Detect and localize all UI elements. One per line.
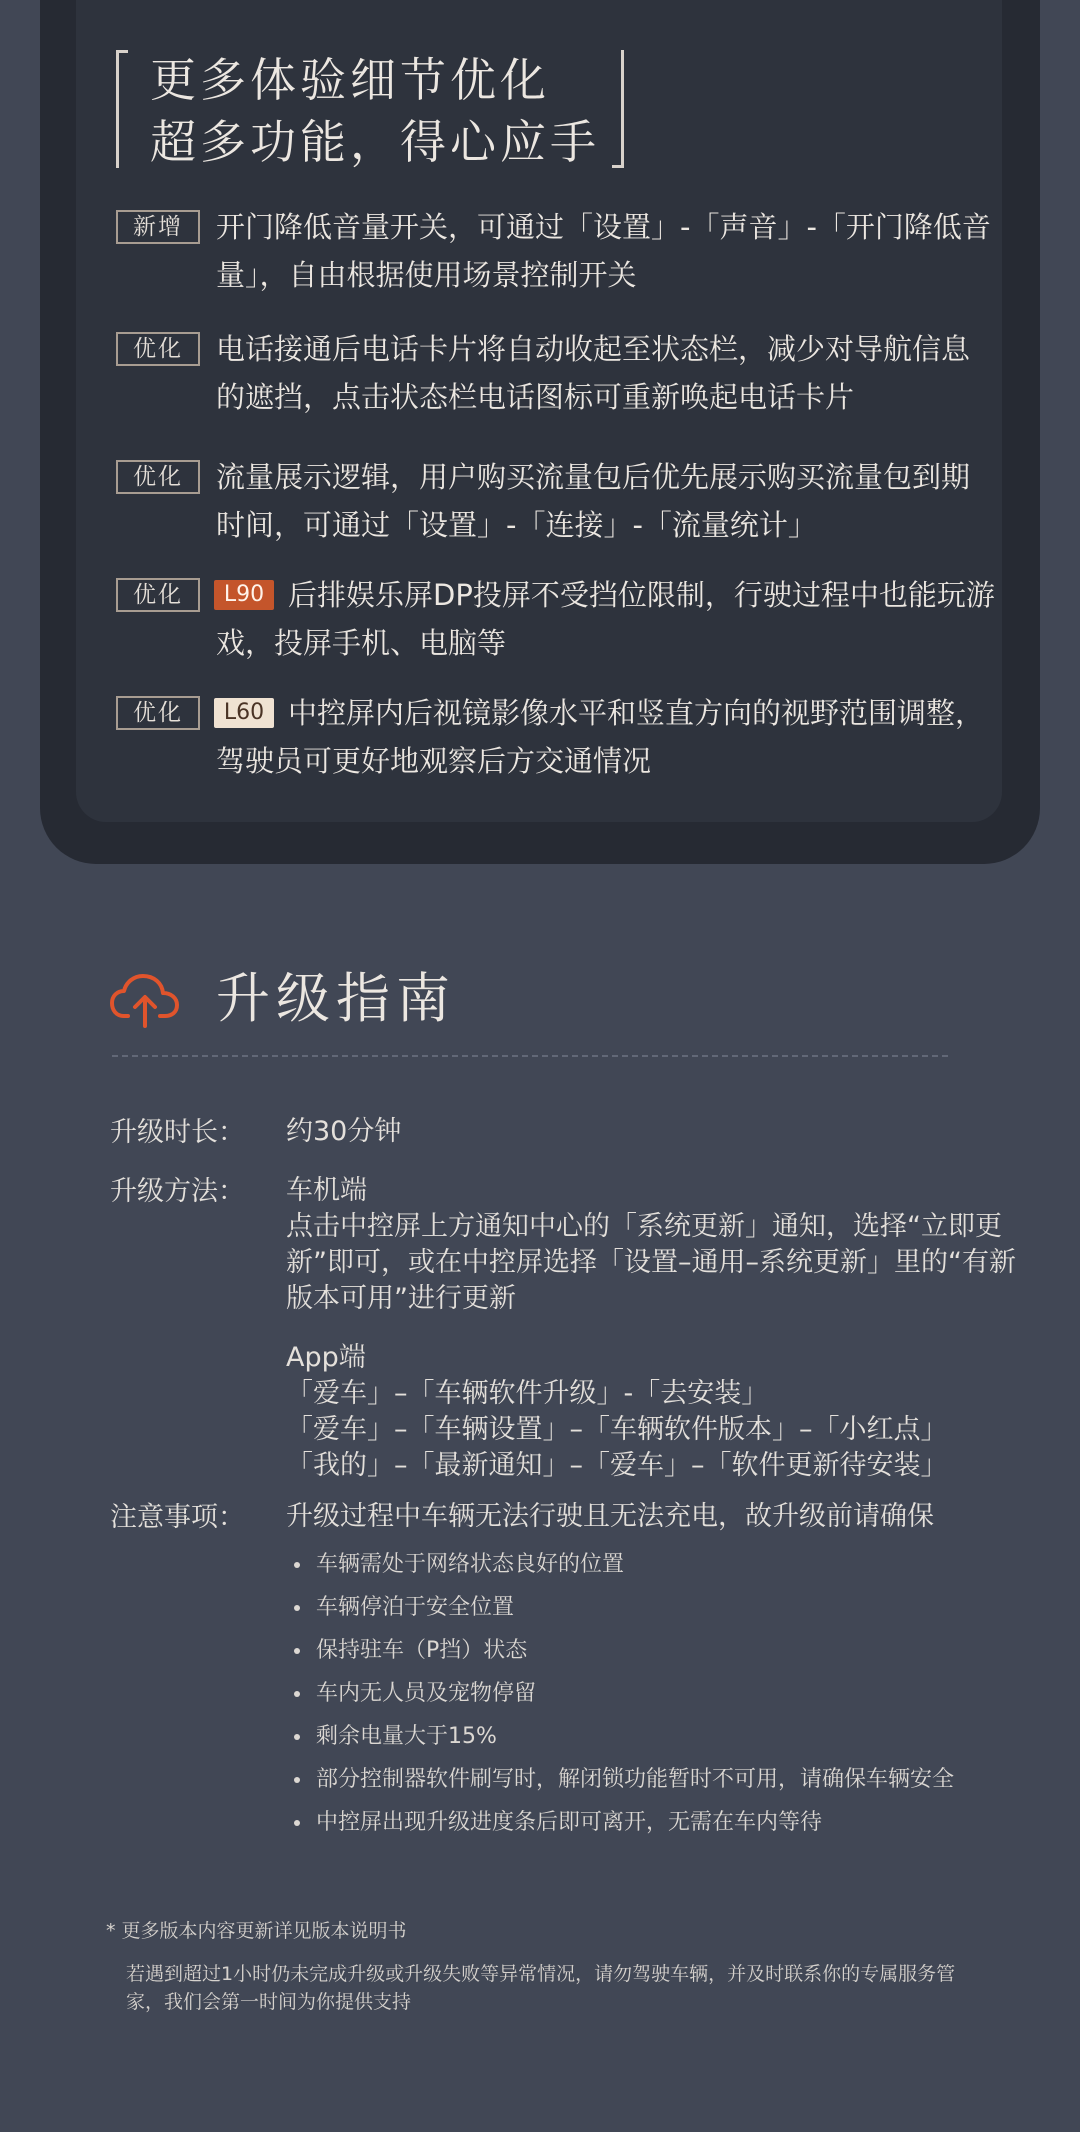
notes-list (290, 1550, 990, 1851)
list-item: 剩余电量大于15% (290, 1722, 990, 1752)
list-item: 车内无人员及宠物停留 (290, 1679, 990, 1709)
model-badge-l60: L60 (214, 698, 274, 728)
list-item: 中控屏出现升级进度条后即可离开，无需在车内等待 (290, 1808, 990, 1838)
feature-tag: 优化 (116, 332, 200, 366)
duration-label: 升级时长： (110, 1117, 245, 1148)
divider (112, 1055, 948, 1057)
notes-label: 注意事项： (110, 1502, 245, 1533)
footnote-version: * 更多版本内容更新详见版本说明书 (106, 1920, 407, 1942)
app-line: 「爱车」–「车辆设置」–「车辆软件版本」–「小红点」 (286, 1414, 948, 1445)
app-line: 「我的」–「最新通知」–「爱车」–「软件更新待安装」 (286, 1450, 948, 1481)
car-text: 点击中控屏上方通知中心的「系统更新」通知，选择“立即更新”即可，或在中控屏选择「设置–通用–系统更新」里的“有新版本可用”进行更新 (286, 1211, 1016, 1314)
duration-value: 约30分钟 (286, 1116, 402, 1147)
bracket-bottom-right (612, 50, 624, 168)
list-item: 部分控制器软件刷写时，解闭锁功能暂时不可用，请确保车辆安全 (290, 1765, 990, 1795)
method-car (286, 1173, 1026, 1317)
car-title: 车机端 (286, 1175, 367, 1206)
bracket-top-left (116, 50, 128, 168)
headline-line-2: 超多功能，得心应手 (150, 115, 600, 169)
method-label: 升级方法： (110, 1176, 245, 1207)
model-badge-l90: L90 (214, 580, 274, 610)
feature-tag: 优化 (116, 578, 200, 612)
feature-tag: 优化 (116, 460, 200, 494)
list-item: 车辆需处于网络状态良好的位置 (290, 1550, 990, 1580)
notes-text: 升级过程中车辆无法行驶且无法充电，故升级前请确保 (286, 1501, 934, 1532)
app-title: App端 (286, 1342, 366, 1373)
guide-title: 升级指南 (216, 967, 456, 1030)
footnote-support: 若遇到超过1小时仍未完成升级或升级失败等异常情况，请勿驾驶车辆，并及时联系你的专属服务管家，我们会第一时间为你提供支持 (126, 1963, 956, 2013)
method-app (286, 1340, 1026, 1484)
headline (116, 50, 624, 168)
list-item: 车辆停泊于安全位置 (290, 1593, 990, 1623)
headline-line-1: 更多体验细节优化 (150, 53, 550, 107)
feature-text: 开门降低音量开关，可通过「设置」-「声音」-「开门降低音量」，自由根据使用场景控制开关 (216, 210, 991, 292)
feature-tag: 优化 (116, 696, 200, 730)
feature-text: 电话接通后电话卡片将自动收起至状态栏，减少对导航信息的遮挡，点击状态栏电话图标可重新唤起电话卡片 (216, 332, 971, 414)
feature-text: 中控屏内后视镜影像水平和竖直方向的视野范围调整，驾驶员可更好地观察后方交通情况 (216, 696, 985, 778)
cloud-upload-icon (110, 970, 180, 1030)
list-item: 保持驻车（P挡）状态 (290, 1636, 990, 1666)
feature-tag: 新增 (116, 210, 200, 244)
app-line: 「爱车」–「车辆软件升级」-「去安装」 (286, 1378, 769, 1409)
feature-text: 流量展示逻辑，用户购买流量包后优先展示购买流量包到期时间，可通过「设置」-「连接」-「流量统计」 (216, 460, 971, 542)
feature-text: 后排娱乐屏DP投屏不受挡位限制，行驶过程中也能玩游戏，投屏手机、电脑等 (216, 578, 995, 660)
